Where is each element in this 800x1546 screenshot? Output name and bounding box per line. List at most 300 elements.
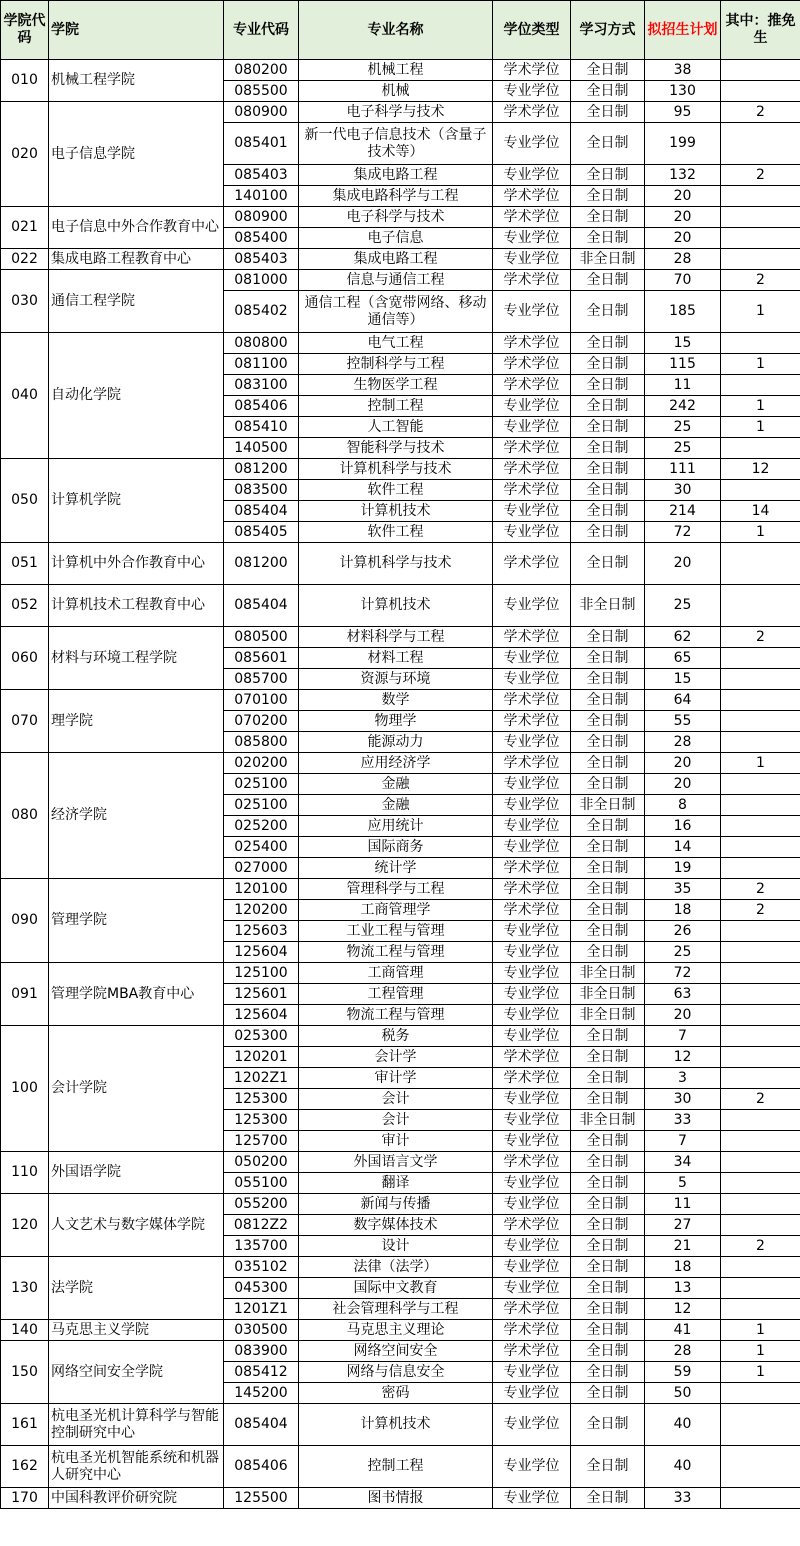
college-name-cell: 计算机中外合作教育中心 (49, 543, 224, 585)
major-name-cell: 马克思主义理论 (299, 1320, 493, 1341)
planned-enrollment-cell: 59 (645, 1362, 721, 1383)
major-code-cell: 125300 (224, 1110, 299, 1131)
exempt-students-cell: 2 (721, 102, 800, 123)
degree-type-cell: 学术学位 (493, 270, 571, 291)
study-mode-cell: 全日制 (571, 60, 645, 81)
degree-type-cell: 专业学位 (493, 1446, 571, 1488)
table-row (1, 753, 800, 774)
header-major-code: 专业代码 (224, 1, 299, 60)
table-row (1, 585, 800, 627)
exempt-students-cell: 2 (721, 1089, 800, 1110)
exempt-students-cell (721, 438, 800, 459)
exempt-students-cell (721, 858, 800, 879)
exempt-students-cell (721, 963, 800, 984)
degree-type-cell: 专业学位 (493, 501, 571, 522)
study-mode-cell: 全日制 (571, 900, 645, 921)
major-code-cell: 085403 (224, 249, 299, 270)
study-mode-cell: 全日制 (571, 1089, 645, 1110)
college-name-cell: 经济学院 (49, 753, 224, 879)
planned-enrollment-cell: 12 (645, 1299, 721, 1320)
major-name-cell: 会计 (299, 1110, 493, 1131)
major-name-cell: 计算机科学与技术 (299, 543, 493, 585)
major-code-cell: 080900 (224, 102, 299, 123)
degree-type-cell: 专业学位 (493, 648, 571, 669)
planned-enrollment-cell: 7 (645, 1131, 721, 1152)
planned-enrollment-cell: 33 (645, 1110, 721, 1131)
table-row (1, 627, 800, 648)
study-mode-cell: 全日制 (571, 774, 645, 795)
major-name-cell: 材料工程 (299, 648, 493, 669)
major-code-cell: 085401 (224, 123, 299, 165)
planned-enrollment-cell: 185 (645, 291, 721, 333)
degree-type-cell: 学术学位 (493, 543, 571, 585)
college-code-cell: 130 (1, 1257, 49, 1320)
major-code-cell: 025100 (224, 795, 299, 816)
exempt-students-cell (721, 81, 800, 102)
major-code-cell: 085406 (224, 396, 299, 417)
major-code-cell: 055100 (224, 1173, 299, 1194)
major-code-cell: 025400 (224, 837, 299, 858)
table-row (1, 963, 800, 984)
major-name-cell: 新闻与传播 (299, 1194, 493, 1215)
degree-type-cell: 学术学位 (493, 333, 571, 354)
major-name-cell: 集成电路工程 (299, 165, 493, 186)
table-row (1, 543, 800, 585)
degree-type-cell: 学术学位 (493, 375, 571, 396)
degree-type-cell: 专业学位 (493, 1131, 571, 1152)
degree-type-cell: 学术学位 (493, 627, 571, 648)
planned-enrollment-cell: 242 (645, 396, 721, 417)
college-name-cell: 自动化学院 (49, 333, 224, 459)
major-code-cell: 085405 (224, 522, 299, 543)
planned-enrollment-cell: 11 (645, 1194, 721, 1215)
study-mode-cell: 全日制 (571, 816, 645, 837)
major-name-cell: 会计学 (299, 1047, 493, 1068)
major-name-cell: 资源与环境 (299, 669, 493, 690)
exempt-students-cell: 2 (721, 879, 800, 900)
exempt-students-cell (721, 1488, 800, 1509)
exempt-students-cell: 1 (721, 1320, 800, 1341)
study-mode-cell: 全日制 (571, 1257, 645, 1278)
major-name-cell: 审计 (299, 1131, 493, 1152)
degree-type-cell: 专业学位 (493, 228, 571, 249)
degree-type-cell: 专业学位 (493, 963, 571, 984)
exempt-students-cell (721, 543, 800, 585)
table-row (1, 1488, 800, 1509)
college-code-cell: 010 (1, 60, 49, 102)
exempt-students-cell (721, 1383, 800, 1404)
study-mode-cell: 非全日制 (571, 963, 645, 984)
major-name-cell: 电气工程 (299, 333, 493, 354)
exempt-students-cell (721, 1278, 800, 1299)
major-code-cell: 050200 (224, 1152, 299, 1173)
study-mode-cell: 全日制 (571, 270, 645, 291)
header-college: 学院 (49, 1, 224, 60)
degree-type-cell: 学术学位 (493, 102, 571, 123)
major-name-cell: 管理科学与工程 (299, 879, 493, 900)
major-code-cell: 085404 (224, 501, 299, 522)
table-row (1, 102, 800, 123)
exempt-students-cell (721, 1152, 800, 1173)
degree-type-cell: 学术学位 (493, 207, 571, 228)
degree-type-cell: 学术学位 (493, 711, 571, 732)
study-mode-cell: 全日制 (571, 732, 645, 753)
table-row (1, 1257, 800, 1278)
study-mode-cell: 全日制 (571, 501, 645, 522)
degree-type-cell: 学术学位 (493, 858, 571, 879)
major-name-cell: 税务 (299, 1026, 493, 1047)
table-row (1, 1341, 800, 1362)
study-mode-cell: 全日制 (571, 627, 645, 648)
table-row (1, 207, 800, 228)
major-code-cell: 135700 (224, 1236, 299, 1257)
exempt-students-cell: 1 (721, 396, 800, 417)
degree-type-cell: 学术学位 (493, 879, 571, 900)
planned-enrollment-cell: 25 (645, 438, 721, 459)
major-code-cell: 083900 (224, 1341, 299, 1362)
degree-type-cell: 专业学位 (493, 165, 571, 186)
degree-type-cell: 学术学位 (493, 753, 571, 774)
table-row (1, 60, 800, 81)
major-name-cell: 社会管理科学与工程 (299, 1299, 493, 1320)
exempt-students-cell: 12 (721, 459, 800, 480)
major-name-cell: 新一代电子信息技术（含量子技术等） (299, 123, 493, 165)
exempt-students-cell (721, 1446, 800, 1488)
major-code-cell: 085410 (224, 417, 299, 438)
major-name-cell: 数字媒体技术 (299, 1215, 493, 1236)
planned-enrollment-cell: 26 (645, 921, 721, 942)
major-name-cell: 应用统计 (299, 816, 493, 837)
major-code-cell: 140100 (224, 186, 299, 207)
major-name-cell: 集成电路科学与工程 (299, 186, 493, 207)
major-code-cell: 120100 (224, 879, 299, 900)
major-name-cell: 物流工程与管理 (299, 942, 493, 963)
exempt-students-cell (721, 60, 800, 81)
college-code-cell: 170 (1, 1488, 49, 1509)
study-mode-cell: 全日制 (571, 1152, 645, 1173)
college-code-cell: 090 (1, 879, 49, 963)
major-code-cell: 081200 (224, 459, 299, 480)
degree-type-cell: 专业学位 (493, 522, 571, 543)
exempt-students-cell: 1 (721, 753, 800, 774)
degree-type-cell: 专业学位 (493, 123, 571, 165)
planned-enrollment-cell: 20 (645, 543, 721, 585)
degree-type-cell: 专业学位 (493, 1194, 571, 1215)
header-major-name: 专业名称 (299, 1, 493, 60)
degree-type-cell: 学术学位 (493, 690, 571, 711)
college-code-cell: 021 (1, 207, 49, 249)
major-code-cell: 083500 (224, 480, 299, 501)
planned-enrollment-cell: 41 (645, 1320, 721, 1341)
study-mode-cell: 全日制 (571, 837, 645, 858)
planned-enrollment-cell: 64 (645, 690, 721, 711)
college-code-cell: 040 (1, 333, 49, 459)
major-name-cell: 统计学 (299, 858, 493, 879)
major-name-cell: 审计学 (299, 1068, 493, 1089)
degree-type-cell: 专业学位 (493, 585, 571, 627)
college-code-cell: 020 (1, 102, 49, 207)
planned-enrollment-cell: 40 (645, 1446, 721, 1488)
degree-type-cell: 专业学位 (493, 1488, 571, 1509)
college-code-cell: 030 (1, 270, 49, 333)
exempt-students-cell (721, 333, 800, 354)
college-name-cell: 理学院 (49, 690, 224, 753)
table-row (1, 1320, 800, 1341)
college-name-cell: 计算机技术工程教育中心 (49, 585, 224, 627)
header-planned-enrollment: 拟招生计划 (645, 1, 721, 60)
planned-enrollment-cell: 72 (645, 963, 721, 984)
planned-enrollment-cell: 62 (645, 627, 721, 648)
degree-type-cell: 学术学位 (493, 1152, 571, 1173)
table-row (1, 1404, 800, 1446)
degree-type-cell: 专业学位 (493, 795, 571, 816)
major-name-cell: 金融 (299, 795, 493, 816)
exempt-students-cell (721, 207, 800, 228)
degree-type-cell: 专业学位 (493, 921, 571, 942)
exempt-students-cell (721, 942, 800, 963)
college-code-cell: 060 (1, 627, 49, 690)
study-mode-cell: 全日制 (571, 165, 645, 186)
college-code-cell: 070 (1, 690, 49, 753)
college-name-cell: 电子信息学院 (49, 102, 224, 207)
degree-type-cell: 专业学位 (493, 1278, 571, 1299)
college-code-cell: 022 (1, 249, 49, 270)
study-mode-cell: 全日制 (571, 186, 645, 207)
college-code-cell: 161 (1, 1404, 49, 1446)
major-code-cell: 085404 (224, 585, 299, 627)
table-row (1, 1194, 800, 1215)
college-name-cell: 网络空间安全学院 (49, 1341, 224, 1404)
major-name-cell: 控制工程 (299, 396, 493, 417)
college-code-cell: 120 (1, 1194, 49, 1257)
major-code-cell: 081000 (224, 270, 299, 291)
study-mode-cell: 全日制 (571, 480, 645, 501)
exempt-students-cell (721, 711, 800, 732)
college-name-cell: 机械工程学院 (49, 60, 224, 102)
exempt-students-cell: 2 (721, 900, 800, 921)
degree-type-cell: 专业学位 (493, 732, 571, 753)
study-mode-cell: 全日制 (571, 1320, 645, 1341)
major-name-cell: 工程管理 (299, 984, 493, 1005)
degree-type-cell: 专业学位 (493, 1404, 571, 1446)
study-mode-cell: 全日制 (571, 879, 645, 900)
exempt-students-cell: 2 (721, 165, 800, 186)
degree-type-cell: 专业学位 (493, 417, 571, 438)
planned-enrollment-cell: 72 (645, 522, 721, 543)
study-mode-cell: 全日制 (571, 123, 645, 165)
major-name-cell: 翻译 (299, 1173, 493, 1194)
study-mode-cell: 全日制 (571, 1362, 645, 1383)
major-code-cell: 085402 (224, 291, 299, 333)
exempt-students-cell (721, 123, 800, 165)
major-code-cell: 085601 (224, 648, 299, 669)
degree-type-cell: 专业学位 (493, 396, 571, 417)
major-code-cell: 070200 (224, 711, 299, 732)
exempt-students-cell: 1 (721, 354, 800, 375)
major-name-cell: 金融 (299, 774, 493, 795)
study-mode-cell: 全日制 (571, 522, 645, 543)
major-code-cell: 125604 (224, 942, 299, 963)
planned-enrollment-cell: 3 (645, 1068, 721, 1089)
exempt-students-cell: 1 (721, 1341, 800, 1362)
study-mode-cell: 全日制 (571, 1446, 645, 1488)
exempt-students-cell: 2 (721, 270, 800, 291)
college-code-cell: 110 (1, 1152, 49, 1194)
study-mode-cell: 非全日制 (571, 585, 645, 627)
exempt-students-cell (721, 1047, 800, 1068)
major-name-cell: 信息与通信工程 (299, 270, 493, 291)
college-name-cell: 管理学院MBA教育中心 (49, 963, 224, 1026)
degree-type-cell: 专业学位 (493, 1089, 571, 1110)
exempt-students-cell (721, 669, 800, 690)
major-name-cell: 应用经济学 (299, 753, 493, 774)
planned-enrollment-cell: 25 (645, 585, 721, 627)
major-name-cell: 计算机技术 (299, 501, 493, 522)
planned-enrollment-cell: 214 (645, 501, 721, 522)
planned-enrollment-cell: 50 (645, 1383, 721, 1404)
planned-enrollment-cell: 20 (645, 1005, 721, 1026)
study-mode-cell: 全日制 (571, 1341, 645, 1362)
major-name-cell: 物理学 (299, 711, 493, 732)
planned-enrollment-cell: 11 (645, 375, 721, 396)
major-name-cell: 机械 (299, 81, 493, 102)
planned-enrollment-cell: 20 (645, 228, 721, 249)
exempt-students-cell (721, 375, 800, 396)
major-code-cell: 025300 (224, 1026, 299, 1047)
degree-type-cell: 学术学位 (493, 438, 571, 459)
major-name-cell: 控制科学与工程 (299, 354, 493, 375)
degree-type-cell: 专业学位 (493, 1173, 571, 1194)
major-code-cell: 125700 (224, 1131, 299, 1152)
exempt-students-cell (721, 732, 800, 753)
major-code-cell: 030500 (224, 1320, 299, 1341)
exempt-students-cell: 2 (721, 1236, 800, 1257)
college-name-cell: 杭电圣光机计算科学与智能控制研究中心 (49, 1404, 224, 1446)
major-code-cell: 125100 (224, 963, 299, 984)
planned-enrollment-cell: 5 (645, 1173, 721, 1194)
major-code-cell: 1201Z1 (224, 1299, 299, 1320)
study-mode-cell: 全日制 (571, 1173, 645, 1194)
degree-type-cell: 学术学位 (493, 1299, 571, 1320)
planned-enrollment-cell: 25 (645, 417, 721, 438)
study-mode-cell: 全日制 (571, 291, 645, 333)
major-name-cell: 国际中文教育 (299, 1278, 493, 1299)
study-mode-cell: 全日制 (571, 1047, 645, 1068)
major-code-cell: 125300 (224, 1089, 299, 1110)
exempt-students-cell (721, 690, 800, 711)
study-mode-cell: 非全日制 (571, 984, 645, 1005)
college-code-cell: 052 (1, 585, 49, 627)
planned-enrollment-cell: 21 (645, 1236, 721, 1257)
planned-enrollment-cell: 14 (645, 837, 721, 858)
planned-enrollment-cell: 38 (645, 60, 721, 81)
planned-enrollment-cell: 34 (645, 1152, 721, 1173)
planned-enrollment-cell: 7 (645, 1026, 721, 1047)
degree-type-cell: 专业学位 (493, 1257, 571, 1278)
planned-enrollment-cell: 16 (645, 816, 721, 837)
planned-enrollment-cell: 28 (645, 732, 721, 753)
study-mode-cell: 全日制 (571, 81, 645, 102)
college-name-cell: 电子信息中外合作教育中心 (49, 207, 224, 249)
study-mode-cell: 全日制 (571, 417, 645, 438)
major-name-cell: 软件工程 (299, 522, 493, 543)
table-row (1, 459, 800, 480)
major-code-cell: 081200 (224, 543, 299, 585)
exempt-students-cell (721, 1194, 800, 1215)
planned-enrollment-cell: 30 (645, 1089, 721, 1110)
planned-enrollment-cell: 115 (645, 354, 721, 375)
study-mode-cell: 全日制 (571, 375, 645, 396)
major-name-cell: 数学 (299, 690, 493, 711)
planned-enrollment-cell: 33 (645, 1488, 721, 1509)
major-name-cell: 设计 (299, 1236, 493, 1257)
planned-enrollment-cell: 20 (645, 186, 721, 207)
planned-enrollment-cell: 132 (645, 165, 721, 186)
planned-enrollment-cell: 111 (645, 459, 721, 480)
degree-type-cell: 学术学位 (493, 60, 571, 81)
study-mode-cell: 全日制 (571, 1026, 645, 1047)
degree-type-cell: 专业学位 (493, 669, 571, 690)
major-code-cell: 085412 (224, 1362, 299, 1383)
major-name-cell: 工商管理 (299, 963, 493, 984)
degree-type-cell: 学术学位 (493, 1341, 571, 1362)
college-name-cell: 中国科教评价研究院 (49, 1488, 224, 1509)
study-mode-cell: 全日制 (571, 1488, 645, 1509)
exempt-students-cell (721, 1173, 800, 1194)
major-name-cell: 外国语言文学 (299, 1152, 493, 1173)
major-name-cell: 电子科学与技术 (299, 207, 493, 228)
college-code-cell: 100 (1, 1026, 49, 1152)
college-name-cell: 集成电路工程教育中心 (49, 249, 224, 270)
college-name-cell: 管理学院 (49, 879, 224, 963)
planned-enrollment-cell: 20 (645, 207, 721, 228)
college-code-cell: 140 (1, 1320, 49, 1341)
major-code-cell: 083100 (224, 375, 299, 396)
college-code-cell: 091 (1, 963, 49, 1026)
major-name-cell: 机械工程 (299, 60, 493, 81)
planned-enrollment-cell: 20 (645, 753, 721, 774)
exempt-students-cell: 1 (721, 291, 800, 333)
study-mode-cell: 全日制 (571, 1131, 645, 1152)
planned-enrollment-cell: 65 (645, 648, 721, 669)
header-college-code: 学院代码 (1, 1, 49, 60)
degree-type-cell: 专业学位 (493, 1005, 571, 1026)
planned-enrollment-cell: 27 (645, 1215, 721, 1236)
planned-enrollment-cell: 20 (645, 774, 721, 795)
major-code-cell: 025200 (224, 816, 299, 837)
major-code-cell: 1202Z1 (224, 1068, 299, 1089)
college-name-cell: 会计学院 (49, 1026, 224, 1152)
planned-enrollment-cell: 199 (645, 123, 721, 165)
table-body (1, 60, 800, 1509)
degree-type-cell: 学术学位 (493, 1320, 571, 1341)
exempt-students-cell: 2 (721, 627, 800, 648)
degree-type-cell: 学术学位 (493, 1068, 571, 1089)
planned-enrollment-cell: 55 (645, 711, 721, 732)
table-row (1, 333, 800, 354)
college-name-cell: 杭电圣光机智能系统和机器人研究中心 (49, 1446, 224, 1488)
major-name-cell: 电子信息 (299, 228, 493, 249)
major-code-cell: 080800 (224, 333, 299, 354)
major-name-cell: 计算机技术 (299, 1404, 493, 1446)
major-code-cell: 085403 (224, 165, 299, 186)
planned-enrollment-cell: 15 (645, 333, 721, 354)
header-study-mode: 学习方式 (571, 1, 645, 60)
study-mode-cell: 全日制 (571, 1215, 645, 1236)
planned-enrollment-cell: 18 (645, 900, 721, 921)
major-name-cell: 网络空间安全 (299, 1341, 493, 1362)
exempt-students-cell: 1 (721, 1362, 800, 1383)
